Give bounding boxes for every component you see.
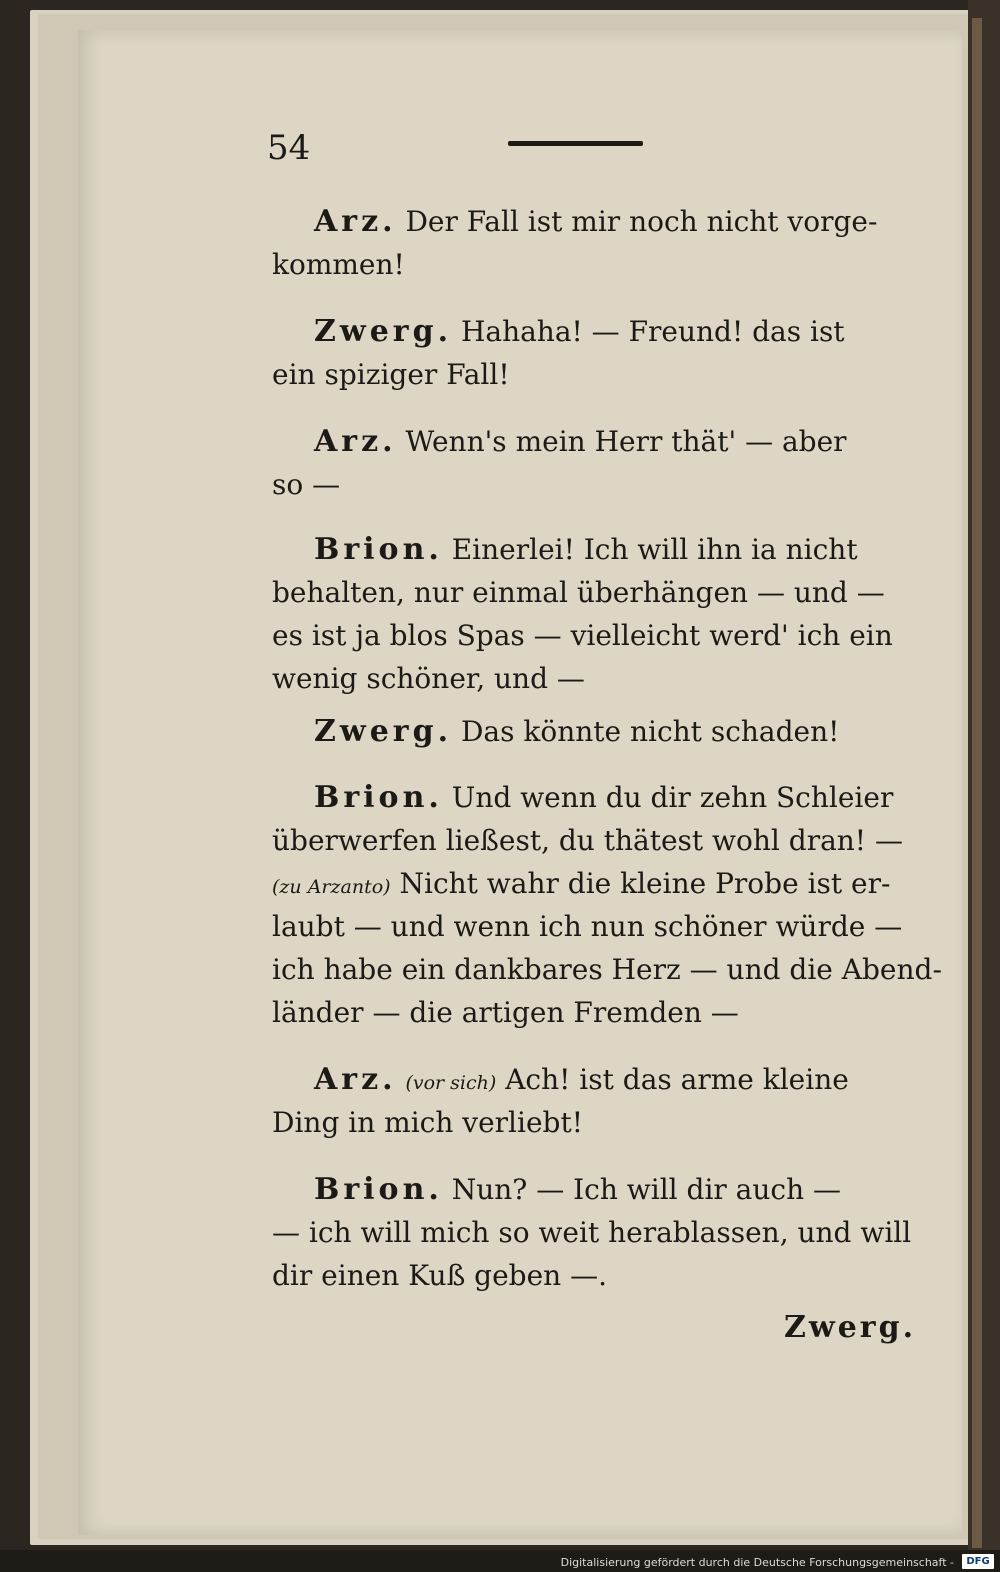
line-text: Wenn's mein Herr thät' — aber	[405, 425, 847, 458]
text-line	[272, 243, 898, 286]
line-text: Ach! ist das arme kleine	[505, 1063, 849, 1096]
line-text: Hahaha! — Freund! das ist	[460, 315, 845, 348]
stage-direction: (vor sich)	[405, 1072, 497, 1094]
line-text: überwerfen ließest, du thätest wohl dran! —	[272, 824, 903, 857]
line-text: so —	[272, 468, 341, 501]
text-line	[272, 528, 898, 571]
line-text: Nicht wahr die kleine Probe ist er-	[399, 867, 891, 900]
binding-strip	[968, 0, 1000, 1572]
speaker-name: Brion.	[314, 532, 443, 567]
dfg-logo: DFG	[962, 1554, 994, 1569]
page-number: 54	[267, 128, 311, 168]
line-text: — ich will mich so weit herablassen, und will	[272, 1216, 912, 1249]
text-line	[272, 1254, 898, 1297]
stage-direction: (zu Arzanto)	[272, 876, 391, 898]
text-line	[272, 776, 898, 819]
text-line	[272, 710, 898, 753]
text-line	[272, 862, 898, 909]
text-line	[272, 1168, 898, 1211]
text-line	[272, 200, 898, 243]
catchword: Zwerg.	[784, 1310, 917, 1345]
text-line	[272, 310, 898, 353]
text-line	[272, 463, 898, 506]
line-text: Einerlei! Ich will ihn ia nicht	[451, 533, 858, 566]
text-line	[272, 353, 898, 396]
line-text: Ding in mich verliebt!	[272, 1106, 583, 1139]
speaker-name: Arz.	[314, 204, 397, 239]
text-line	[272, 948, 942, 991]
speaker-name: Zwerg.	[314, 314, 453, 349]
text-line	[272, 614, 898, 657]
line-text: ich habe ein dankbares Herz — und die Abend-	[272, 953, 942, 986]
header-rule	[508, 141, 643, 146]
text-line	[272, 819, 903, 862]
line-text: laubt — und wenn ich nun schöner würde —	[272, 910, 903, 943]
text-line	[272, 1058, 898, 1105]
line-text: länder — die artigen Fremden —	[272, 996, 739, 1029]
text-line	[272, 1211, 912, 1254]
text-line	[272, 991, 898, 1034]
speaker-name: Arz.	[314, 424, 397, 459]
speaker-name: Brion.	[314, 1172, 443, 1207]
line-text: wenig schöner, und —	[272, 662, 585, 695]
line-text: kommen!	[272, 248, 405, 281]
line-text: dir einen Kuß geben —.	[272, 1259, 607, 1292]
text-line	[272, 657, 898, 700]
text-line	[272, 1101, 898, 1144]
speaker-name: Arz.	[314, 1062, 397, 1097]
line-text: Der Fall ist mir noch nicht vorge-	[405, 205, 878, 238]
footer-credit: Digitalisierung gefördert durch die Deutsche Forschungsgemeinschaft -	[560, 1556, 954, 1569]
line-text: Und wenn du dir zehn Schleier	[451, 781, 894, 814]
footer-bar	[0, 1550, 1000, 1572]
text-line	[272, 905, 903, 948]
line-text: es ist ja blos Spas — vielleicht werd' ich ein	[272, 619, 893, 652]
text-line	[272, 571, 898, 614]
line-text: ein spiziger Fall!	[272, 358, 510, 391]
line-text: Das könnte nicht schaden!	[460, 715, 840, 748]
line-text: Nun? — Ich will dir auch —	[451, 1173, 842, 1206]
text-line	[272, 420, 898, 463]
speaker-name: Brion.	[314, 780, 443, 815]
speaker-name: Zwerg.	[314, 714, 453, 749]
line-text: behalten, nur einmal überhängen — und —	[272, 576, 885, 609]
